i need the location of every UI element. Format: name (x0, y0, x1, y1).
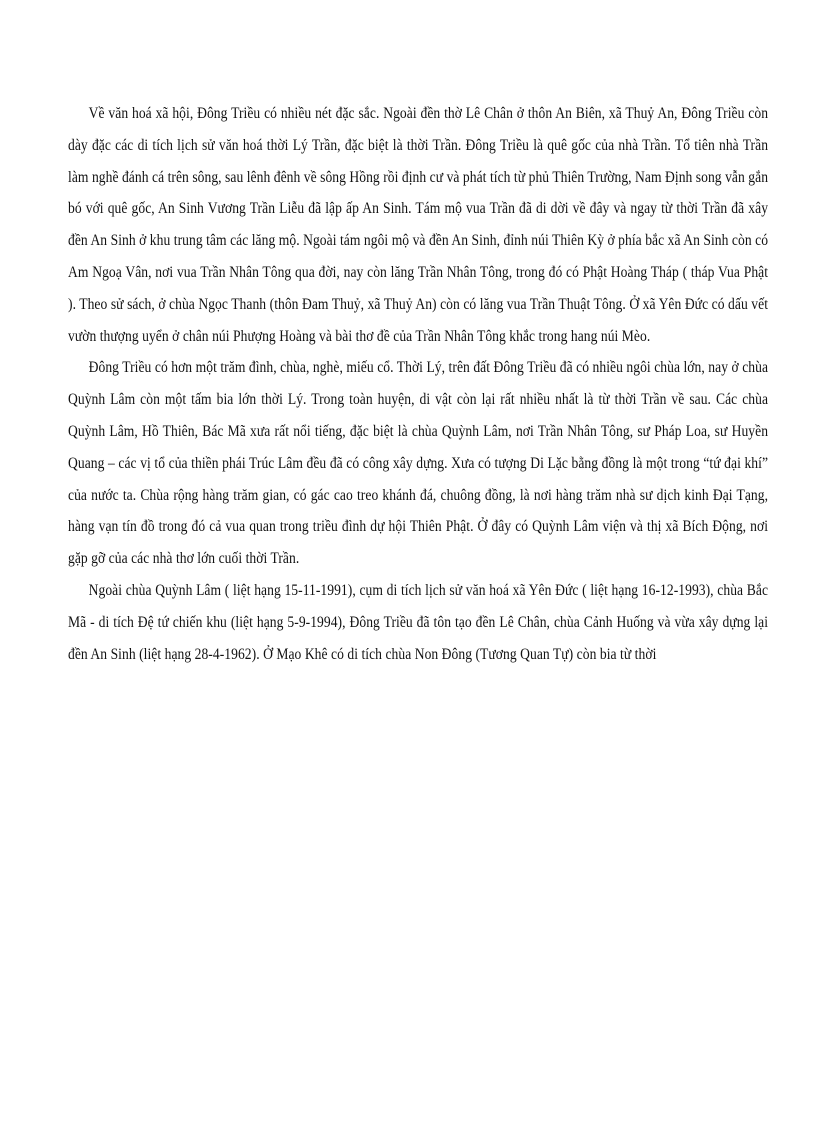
document-body (68, 98, 768, 670)
paragraph-relic-rankings: Ngoài chùa Quỳnh Lâm ( liệt hạng 15-11-1991), cụm di tích lịch sử văn hoá xã Yên Đức ( liệt hạng 16-12-1993), chùa Bắc Mã - di tích Đệ tứ chiến khu (liệt hạng 5-9-1994), Đông Triều đã tôn tạo đền Lê Chân, chùa Cảnh Huống và vừa xây dựng lại đền An Sinh (liệt hạng 28-4-1962). Ở Mạo Khê có di tích chùa Non Đông (Tương Quan Tự) còn bia từ thời (68, 581, 769, 663)
paragraph-pagodas-temples: Đông Triều có hơn một trăm đình, chùa, nghè, miếu cổ. Thời Lý, trên đất Đông Triều đã có nhiều ngôi chùa lớn, nay ở chùa Quỳnh Lâm còn một tấm bia lớn thời Lý. Trong toàn huyện, di vật còn lại rất nhiều nhất là từ thời Trần về sau. Các chùa Quỳnh Lâm, Hồ Thiên, Bác Mã xưa rất nổi tiếng, đặc biệt là chùa Quỳnh Lâm, nơi Trần Nhân Tông, sư Pháp Loa, sư Huyền Quang – các vị tổ của thiền phái Trúc Lâm đều đã có công xây dựng. Xưa có tượng Di Lặc bằng đồng là một trong “tứ đại khí” của nước ta. Chùa rộng hàng trăm gian, có gác cao treo khánh đá, chuông đồng, là nơi hàng trăm nhà sư dịch kinh Đại Tạng, hàng vạn tín đồ trong đó cả vua quan trong triều đình dự hội Thiên Phật. Ở đây có Quỳnh Lâm viện và thị xã Bích Động, nơi gặp gỡ của các nhà thơ lớn cuối thời Trần. (68, 359, 769, 568)
paragraph-culture-society: Về văn hoá xã hội, Đông Triều có nhiều nét đặc sắc. Ngoài đền thờ Lê Chân ở thôn An Biên, xã Thuỷ An, Đông Triều còn dày đặc các di tích lịch sử văn hoá thời Lý Trần, đặc biệt là thời Trần. Đông Triều là quê gốc của nhà Trần. Tổ tiên nhà Trần làm nghề đánh cá trên sông, sau lênh đênh về sông Hồng rồi định cư và phát tích từ phủ Thiên Trường, Nam Định song vẫn gắn bó với quê gốc, An Sinh Vương Trần Liễu đã lập ấp An Sinh. Tám mộ vua Trần đã di dời về đây và ngay từ thời Trần đã xây đền An Sinh ở khu trung tâm các lăng mộ. Ngoài tám ngôi mộ và đền An Sinh, đỉnh núi Thiên Kỳ ở phía bắc xã An Sinh còn có Am Ngoạ Vân, nơi vua Trần Nhân Tông qua đời, nay còn lăng Trần Nhân Tông, trong đó có Phật Hoàng Tháp ( tháp Vua Phật ). Theo sử sách, ở chùa Ngọc Thanh (thôn Đam Thuỷ, xã Thuỷ An) còn có lăng vua Trần Thuật Tông. Ở xã Yên Đức có dấu vết vườn thượng uyển ở chân núi Phượng Hoàng và bài thơ đề của Trần Nhân Tông khắc trong hang núi Mèo. (68, 105, 769, 345)
